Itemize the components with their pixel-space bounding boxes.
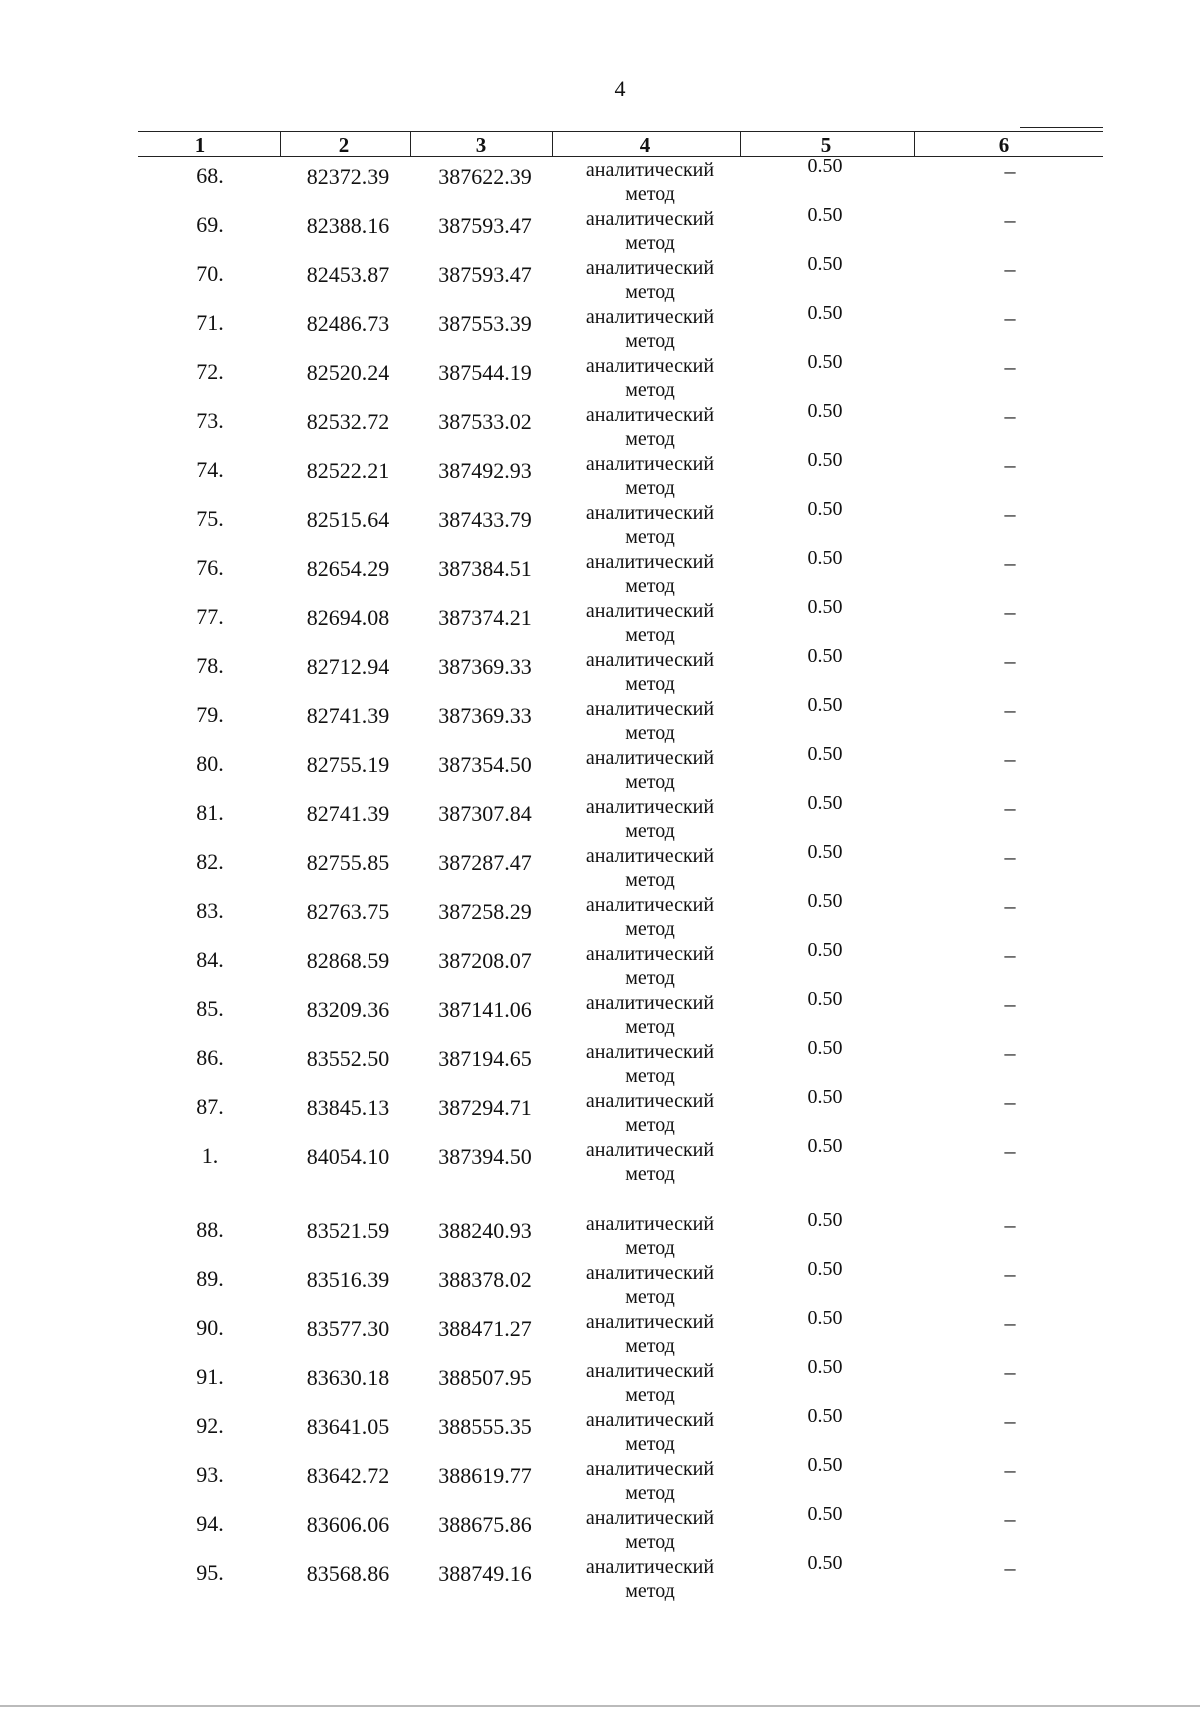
note-value: – <box>1004 1212 1016 1237</box>
y-coordinate: 387354.50 <box>438 752 532 777</box>
method-cell <box>560 991 740 1039</box>
precision-value: 0.50 <box>807 890 843 912</box>
table-row <box>0 841 1200 897</box>
note-value: – <box>1004 1040 1016 1065</box>
x-coordinate: 83641.05 <box>306 1414 390 1439</box>
column-header-6: 6 <box>998 133 1010 157</box>
x-coordinate: 82741.39 <box>306 703 390 728</box>
method-line-2: метод <box>625 183 675 205</box>
point-number: 80. <box>196 751 224 776</box>
y-coordinate: 387433.79 <box>438 507 532 532</box>
method-line-2: метод <box>625 1531 675 1553</box>
method-cell <box>560 158 740 206</box>
point-number: 86. <box>196 1045 224 1070</box>
method-line-1: аналитический <box>585 894 715 916</box>
note-value: – <box>1004 1555 1016 1580</box>
precision-value: 0.50 <box>807 1405 843 1427</box>
precision-value: 0.50 <box>807 694 843 716</box>
x-coordinate: 83552.50 <box>306 1046 390 1071</box>
precision-value: 0.50 <box>807 988 843 1010</box>
method-cell <box>560 1089 740 1137</box>
x-coordinate: 83845.13 <box>306 1095 390 1120</box>
table-row <box>0 1086 1200 1142</box>
y-coordinate: 388240.93 <box>438 1218 532 1243</box>
table-row <box>0 302 1200 358</box>
method-cell <box>560 207 740 255</box>
note-value: – <box>1004 1138 1016 1163</box>
y-coordinate: 388619.77 <box>438 1463 532 1488</box>
method-line-1: аналитический <box>585 796 715 818</box>
x-coordinate: 82522.21 <box>306 458 390 483</box>
point-number: 81. <box>196 800 224 825</box>
method-line-1: аналитический <box>585 1507 715 1529</box>
y-coordinate: 387194.65 <box>438 1046 532 1071</box>
precision-value: 0.50 <box>807 1086 843 1108</box>
x-coordinate: 82532.72 <box>306 409 390 434</box>
table-row <box>0 1552 1200 1608</box>
method-cell <box>560 1310 740 1358</box>
table-row <box>0 1307 1200 1363</box>
point-number: 79. <box>196 702 224 727</box>
point-number: 95. <box>196 1560 224 1585</box>
method-line-2: метод <box>625 330 675 352</box>
method-line-1: аналитический <box>585 159 715 181</box>
x-coordinate: 82486.73 <box>306 311 390 336</box>
method-cell <box>560 1506 740 1554</box>
method-line-2: метод <box>625 575 675 597</box>
precision-value: 0.50 <box>807 1209 843 1231</box>
method-cell <box>560 1138 740 1186</box>
page-number: 4 <box>614 76 626 101</box>
method-line-1: аналитический <box>585 453 715 475</box>
method-line-2: метод <box>625 428 675 450</box>
point-number: 89. <box>196 1266 224 1291</box>
table-row <box>0 253 1200 309</box>
method-line-1: аналитический <box>585 208 715 230</box>
table-row <box>0 400 1200 456</box>
method-cell <box>560 1261 740 1309</box>
precision-value: 0.50 <box>807 645 843 667</box>
method-cell <box>560 1457 740 1505</box>
point-number: 73. <box>196 408 224 433</box>
y-coordinate: 387544.19 <box>438 360 532 385</box>
precision-value: 0.50 <box>807 547 843 569</box>
method-line-1: аналитический <box>585 355 715 377</box>
note-value: – <box>1004 599 1016 624</box>
method-line-1: аналитический <box>585 1213 715 1235</box>
y-coordinate: 388675.86 <box>438 1512 532 1537</box>
precision-value: 0.50 <box>807 1356 843 1378</box>
x-coordinate: 82694.08 <box>306 605 390 630</box>
note-value: – <box>1004 1506 1016 1531</box>
y-coordinate: 388749.16 <box>438 1561 532 1586</box>
x-coordinate: 82741.39 <box>306 801 390 826</box>
y-coordinate: 388471.27 <box>438 1316 532 1341</box>
x-coordinate: 82388.16 <box>306 213 390 238</box>
table-row <box>0 155 1200 211</box>
precision-value: 0.50 <box>807 155 843 177</box>
method-line-2: метод <box>625 232 675 254</box>
y-coordinate: 387533.02 <box>438 409 532 434</box>
note-value: – <box>1004 1261 1016 1286</box>
column-header-5: 5 <box>820 133 832 157</box>
method-line-2: метод <box>625 1580 675 1602</box>
note-value: – <box>1004 893 1016 918</box>
y-coordinate: 387593.47 <box>438 262 532 287</box>
x-coordinate: 83521.59 <box>306 1218 390 1243</box>
method-line-1: аналитический <box>585 649 715 671</box>
point-number: 91. <box>196 1364 224 1389</box>
method-line-2: метод <box>625 1384 675 1406</box>
x-coordinate: 82515.64 <box>306 507 390 532</box>
precision-value: 0.50 <box>807 1307 843 1329</box>
x-coordinate: 83577.30 <box>306 1316 390 1341</box>
note-value: – <box>1004 1310 1016 1335</box>
x-coordinate: 82372.39 <box>306 164 390 189</box>
note-value: – <box>1004 305 1016 330</box>
method-line-2: метод <box>625 379 675 401</box>
precision-value: 0.50 <box>807 204 843 226</box>
precision-value: 0.50 <box>807 743 843 765</box>
point-number: 87. <box>196 1094 224 1119</box>
table-row <box>0 547 1200 603</box>
method-cell <box>560 452 740 500</box>
note-value: – <box>1004 403 1016 428</box>
method-line-2: метод <box>625 1482 675 1504</box>
y-coordinate: 387593.47 <box>438 213 532 238</box>
method-line-2: метод <box>625 771 675 793</box>
note-value: – <box>1004 256 1016 281</box>
method-line-1: аналитический <box>585 551 715 573</box>
point-number: 78. <box>196 653 224 678</box>
method-cell <box>560 256 740 304</box>
method-cell <box>560 1555 740 1603</box>
x-coordinate: 83209.36 <box>306 997 390 1022</box>
method-line-1: аналитический <box>585 1041 715 1063</box>
x-coordinate: 83630.18 <box>306 1365 390 1390</box>
method-cell <box>560 893 740 941</box>
table-row <box>0 449 1200 505</box>
point-number: 82. <box>196 849 224 874</box>
point-number: 77. <box>196 604 224 629</box>
method-line-2: метод <box>625 624 675 646</box>
method-cell <box>560 403 740 451</box>
precision-value: 0.50 <box>807 1135 843 1157</box>
y-coordinate: 387294.71 <box>438 1095 532 1120</box>
table-row <box>0 596 1200 652</box>
method-line-1: аналитический <box>585 257 715 279</box>
y-coordinate: 388507.95 <box>438 1365 532 1390</box>
note-value: – <box>1004 746 1016 771</box>
point-number: 1. <box>201 1143 219 1168</box>
note-value: – <box>1004 207 1016 232</box>
y-coordinate: 387384.51 <box>438 556 532 581</box>
point-number: 72. <box>196 359 224 384</box>
y-coordinate: 387492.93 <box>438 458 532 483</box>
note-value: – <box>1004 501 1016 526</box>
table-row <box>0 351 1200 407</box>
y-coordinate: 387258.29 <box>438 899 532 924</box>
method-cell <box>560 1359 740 1407</box>
note-value: – <box>1004 648 1016 673</box>
precision-value: 0.50 <box>807 351 843 373</box>
note-value: – <box>1004 550 1016 575</box>
precision-value: 0.50 <box>807 449 843 471</box>
method-line-1: аналитический <box>585 1458 715 1480</box>
method-line-2: метод <box>625 1237 675 1259</box>
method-line-1: аналитический <box>585 1139 715 1161</box>
note-value: – <box>1004 354 1016 379</box>
method-line-1: аналитический <box>585 600 715 622</box>
method-cell <box>560 648 740 696</box>
precision-value: 0.50 <box>807 1503 843 1525</box>
column-header-4: 4 <box>639 133 651 157</box>
method-line-2: метод <box>625 477 675 499</box>
precision-value: 0.50 <box>807 302 843 324</box>
method-cell <box>560 550 740 598</box>
x-coordinate: 82654.29 <box>306 556 390 581</box>
method-line-2: метод <box>625 1286 675 1308</box>
method-line-2: метод <box>625 967 675 989</box>
method-cell <box>560 1040 740 1088</box>
column-header-3: 3 <box>475 133 487 157</box>
table-row <box>0 1503 1200 1559</box>
table-row <box>0 1454 1200 1510</box>
y-coordinate: 387553.39 <box>438 311 532 336</box>
method-cell <box>560 1408 740 1456</box>
precision-value: 0.50 <box>807 1037 843 1059</box>
table-row <box>0 1135 1200 1191</box>
y-coordinate: 388555.35 <box>438 1414 532 1439</box>
note-value: – <box>1004 158 1016 183</box>
method-cell <box>560 1212 740 1260</box>
method-line-1: аналитический <box>585 1360 715 1382</box>
y-coordinate: 388378.02 <box>438 1267 532 1292</box>
method-cell <box>560 354 740 402</box>
note-value: – <box>1004 795 1016 820</box>
table-row <box>0 1209 1200 1265</box>
x-coordinate: 82755.85 <box>306 850 390 875</box>
method-line-2: метод <box>625 673 675 695</box>
method-cell <box>560 501 740 549</box>
table-row <box>0 890 1200 946</box>
table-row <box>0 498 1200 554</box>
note-value: – <box>1004 1359 1016 1384</box>
method-line-2: метод <box>625 1163 675 1185</box>
table-row <box>0 645 1200 701</box>
note-value: – <box>1004 1457 1016 1482</box>
x-coordinate: 83606.06 <box>306 1512 390 1537</box>
y-coordinate: 387208.07 <box>438 948 532 973</box>
precision-value: 0.50 <box>807 1552 843 1574</box>
point-number: 88. <box>196 1217 224 1242</box>
method-line-2: метод <box>625 1114 675 1136</box>
note-value: – <box>1004 991 1016 1016</box>
method-line-1: аналитический <box>585 1409 715 1431</box>
precision-value: 0.50 <box>807 841 843 863</box>
method-line-1: аналитический <box>585 698 715 720</box>
table-row <box>0 792 1200 848</box>
table-row <box>0 1405 1200 1461</box>
table-row <box>0 204 1200 260</box>
method-line-1: аналитический <box>585 1311 715 1333</box>
x-coordinate: 83568.86 <box>306 1561 390 1586</box>
column-header-2: 2 <box>338 133 350 157</box>
method-cell <box>560 599 740 647</box>
x-coordinate: 82712.94 <box>306 654 390 679</box>
y-coordinate: 387374.21 <box>438 605 532 630</box>
note-value: – <box>1004 1408 1016 1433</box>
note-value: – <box>1004 452 1016 477</box>
x-coordinate: 82868.59 <box>306 948 390 973</box>
method-line-1: аналитический <box>585 1262 715 1284</box>
point-number: 75. <box>196 506 224 531</box>
point-number: 70. <box>196 261 224 286</box>
method-line-2: метод <box>625 918 675 940</box>
y-coordinate: 387307.84 <box>438 801 532 826</box>
point-number: 90. <box>196 1315 224 1340</box>
point-number: 76. <box>196 555 224 580</box>
point-number: 85. <box>196 996 224 1021</box>
method-line-1: аналитический <box>585 404 715 426</box>
column-header-1: 1 <box>194 133 206 157</box>
table-row <box>0 1356 1200 1412</box>
note-value: – <box>1004 1089 1016 1114</box>
y-coordinate: 387622.39 <box>438 164 532 189</box>
point-number: 84. <box>196 947 224 972</box>
method-line-2: метод <box>625 526 675 548</box>
table-row <box>0 694 1200 750</box>
scan-edge-line <box>0 1705 1200 1707</box>
table-row <box>0 988 1200 1044</box>
note-value: – <box>1004 942 1016 967</box>
y-coordinate: 387369.33 <box>438 654 532 679</box>
point-number: 74. <box>196 457 224 482</box>
y-coordinate: 387287.47 <box>438 850 532 875</box>
note-value: – <box>1004 844 1016 869</box>
point-number: 68. <box>196 163 224 188</box>
x-coordinate: 82763.75 <box>306 899 390 924</box>
method-cell <box>560 697 740 745</box>
precision-value: 0.50 <box>807 939 843 961</box>
method-line-2: метод <box>625 820 675 842</box>
x-coordinate: 82520.24 <box>306 360 390 385</box>
method-line-1: аналитический <box>585 992 715 1014</box>
method-cell <box>560 305 740 353</box>
table-row <box>0 1258 1200 1314</box>
precision-value: 0.50 <box>807 400 843 422</box>
method-cell <box>560 746 740 794</box>
method-line-2: метод <box>625 722 675 744</box>
method-line-2: метод <box>625 281 675 303</box>
y-coordinate: 387369.33 <box>438 703 532 728</box>
precision-value: 0.50 <box>807 498 843 520</box>
method-line-1: аналитический <box>585 943 715 965</box>
point-number: 71. <box>196 310 224 335</box>
method-cell <box>560 795 740 843</box>
precision-value: 0.50 <box>807 792 843 814</box>
method-line-2: метод <box>625 1335 675 1357</box>
precision-value: 0.50 <box>807 596 843 618</box>
method-cell <box>560 942 740 990</box>
method-line-2: метод <box>625 1065 675 1087</box>
x-coordinate: 84054.10 <box>306 1144 390 1169</box>
note-value: – <box>1004 697 1016 722</box>
y-coordinate: 387141.06 <box>438 997 532 1022</box>
method-line-2: метод <box>625 1016 675 1038</box>
method-cell <box>560 844 740 892</box>
point-number: 83. <box>196 898 224 923</box>
method-line-1: аналитический <box>585 1556 715 1578</box>
method-line-1: аналитический <box>585 1090 715 1112</box>
method-line-2: метод <box>625 869 675 891</box>
x-coordinate: 82755.19 <box>306 752 390 777</box>
x-coordinate: 83642.72 <box>306 1463 390 1488</box>
point-number: 92. <box>196 1413 224 1438</box>
method-line-1: аналитический <box>585 306 715 328</box>
point-number: 69. <box>196 212 224 237</box>
method-line-2: метод <box>625 1433 675 1455</box>
method-line-1: аналитический <box>585 747 715 769</box>
x-coordinate: 82453.87 <box>306 262 390 287</box>
precision-value: 0.50 <box>807 1454 843 1476</box>
y-coordinate: 387394.50 <box>438 1144 532 1169</box>
method-line-1: аналитический <box>585 845 715 867</box>
table-row <box>0 939 1200 995</box>
x-coordinate: 83516.39 <box>306 1267 390 1292</box>
point-number: 94. <box>196 1511 224 1536</box>
method-line-1: аналитический <box>585 502 715 524</box>
point-number: 93. <box>196 1462 224 1487</box>
precision-value: 0.50 <box>807 253 843 275</box>
table-row <box>0 1037 1200 1093</box>
precision-value: 0.50 <box>807 1258 843 1280</box>
table-row <box>0 743 1200 799</box>
